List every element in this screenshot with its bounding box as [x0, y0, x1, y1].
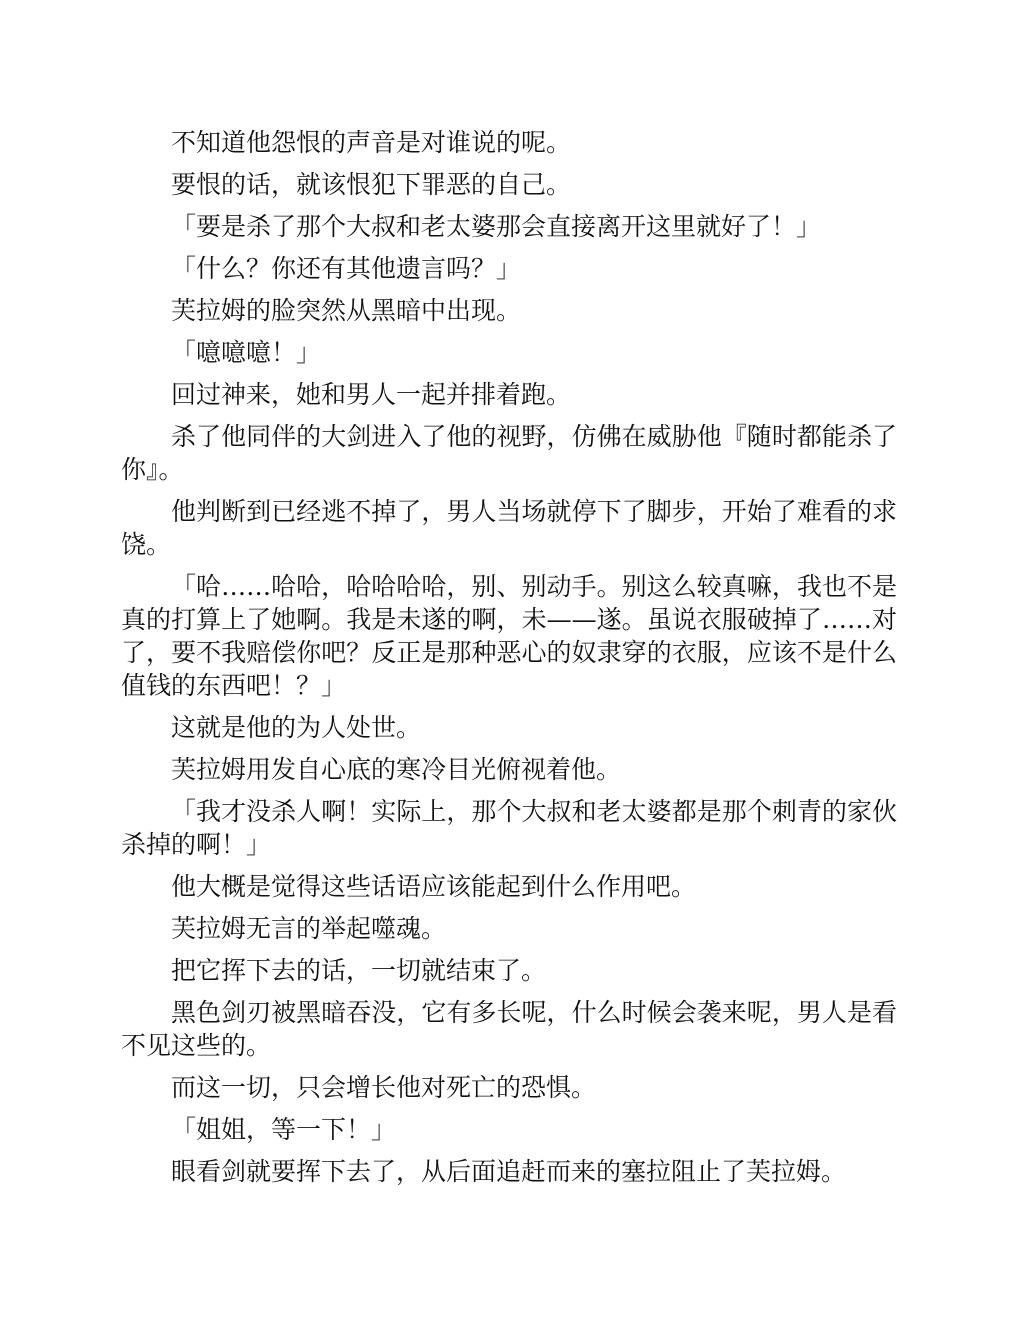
- paragraph: 他大概是觉得这些话语应该能起到什么作用吧。: [171, 872, 697, 901]
- paragraph: 回过神来，她和男人一起并排着跑。: [171, 380, 572, 409]
- paragraph: 这就是他的为人处世。: [171, 713, 422, 742]
- paragraph: 他判断到已经逃不掉了，男人当场就停下了脚步，开始了难看的求饶。: [121, 497, 897, 559]
- paragraph: 要恨的话，就该恨犯下罪恶的自己。: [171, 170, 572, 199]
- paragraph: 不知道他怨恨的声音是对谁说的呢。: [171, 128, 572, 157]
- paragraph: 杀了他同伴的大剑进入了他的视野，仿佛在威胁他『随时都能杀了你』。: [121, 422, 897, 484]
- document-page: [121, 126, 897, 1197]
- paragraph: 芙拉姆的脸突然从黑暗中出现。: [171, 296, 522, 325]
- paragraph: 眼看剑就要挥下去了，从后面追赶而来的塞拉阻止了芙拉姆。: [171, 1157, 847, 1186]
- dialogue-paragraph: 「哈……哈哈，哈哈哈哈，别、别动手。别这么较真嘛，我也不是真的打算上了她啊。我是未遂的啊，未——遂。虽说衣服破掉了……对了，要不我赔偿你吧？反正是那种恶心的奴隶穿的衣服，应该不是什么值钱的东西吧！？」: [121, 572, 897, 700]
- dialogue-paragraph: 「要是杀了那个大叔和老太婆那会直接离开这里就好了！」: [171, 212, 822, 241]
- paragraph: 黑色剑刃被黑暗吞没，它有多长呢，什么时候会袭来呢，男人是看不见这些的。: [121, 998, 897, 1060]
- dialogue-paragraph: 「噫噫噫！」: [171, 338, 322, 367]
- dialogue-paragraph: 「我才没杀人啊！实际上，那个大叔和老太婆都是那个刺青的家伙杀掉的啊！」: [121, 797, 897, 859]
- paragraph: 芙拉姆无言的举起噬魂。: [171, 914, 447, 943]
- paragraph: 而这一切，只会增长他对死亡的恐惧。: [171, 1073, 597, 1102]
- dialogue-paragraph: 「姐姐，等一下！」: [171, 1115, 397, 1144]
- paragraph: 把它挥下去的话，一切就结束了。: [171, 956, 547, 985]
- dialogue-paragraph: 「什么？你还有其他遗言吗？」: [171, 254, 522, 283]
- paragraph: 芙拉姆用发自心底的寒冷目光俯视着他。: [171, 755, 622, 784]
